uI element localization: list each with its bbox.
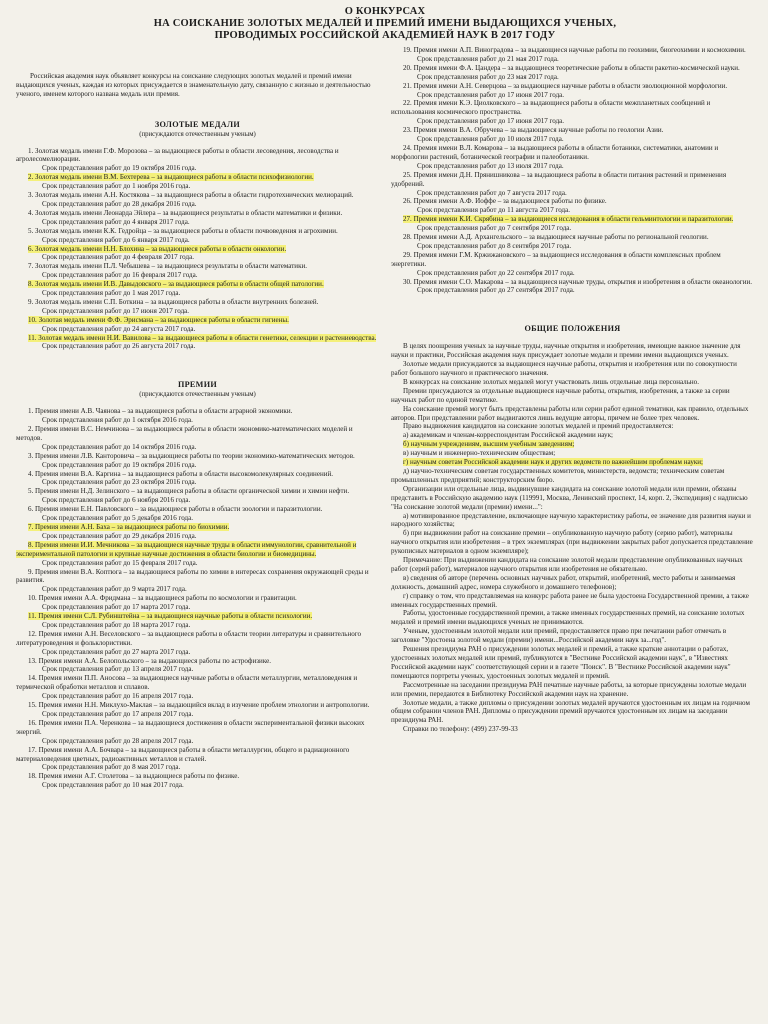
prize-item: 2. Премия имени В.С. Немчинова – за выдающиеся работы в области экономико-математических моделей и методов. bbox=[16, 425, 353, 442]
medals-list bbox=[16, 147, 379, 352]
prize-deadline: Срок представления работ до 22 сентября 2017 года. bbox=[417, 268, 575, 277]
title-line-2: НА СОИСКАНИЕ ЗОЛОТЫХ МЕДАЛЕЙ И ПРЕМИЙ ИМЕНИ ВЫДАЮЩИХСЯ УЧЕНЫХ, bbox=[153, 18, 617, 29]
title-line-3: ПРОВОДИМЫХ РОССИЙСКОЙ АКАДЕМИЕЙ НАУК В 2017 ГОДУ bbox=[214, 30, 556, 41]
general-paragraph: Ученым, удостоенным золотой медали или премий, предоставляется право при печатании работ отмечать в заголовке "Удостоена золотой медали (премии) имени...Российской академии наук за...год". bbox=[391, 627, 727, 645]
prize-item: 22. Премия имени К.Э. Циолковского – за выдающиеся работы в области межпланетных сообщений и использования космического пространства. bbox=[391, 99, 711, 117]
prize-item: 1. Премия имени А.В. Чаянова – за выдающиеся работы в области аграрной экономики. bbox=[28, 407, 293, 416]
prize-deadline: Срок представления работ до 28 апреля 2017 года. bbox=[42, 736, 194, 745]
prize-item: 10. Премия имени А.А. Фридмана – за выдающиеся работы по космологии и гравитации. bbox=[28, 594, 297, 603]
general-paragraph: а) академикам и членам-корреспондентам Российской академии наук; bbox=[403, 431, 613, 440]
general-paragraph: В конкурсах на соискание золотых медалей могут участвовать лишь отдельные лица персонально. bbox=[403, 377, 699, 386]
prize-item: 25. Премия имени Д.Н. Прянишникова – за выдающиеся работы в области питания растений и применения удобрений. bbox=[391, 170, 727, 188]
prize-item bbox=[16, 541, 379, 559]
prize-deadline: Срок представления работ до 16 апреля 2017 года. bbox=[42, 692, 194, 701]
prize-deadline: Срок представления работ до 21 мая 2017 года. bbox=[417, 54, 559, 63]
medal-deadline: Срок представления работ до 16 февраля 2017 года. bbox=[42, 271, 198, 280]
general-paragraph: В целях поощрения ученых за научные труды, научные открытия и изобретения, имеющие важное значение для науки и практики, Российская академия наук присуждает золотые медали и премии имени выдающихся ученых. bbox=[391, 342, 741, 360]
prize-item: 18. Премия имени А.Г. Столетова – за выдающиеся работы по физике. bbox=[28, 772, 240, 781]
prize-item: 24. Премия имени В.Л. Комарова – за выдающиеся работы в области ботаники, систематики, анатомии и морфологии растений, ботанической географии и палеоботаники. bbox=[391, 143, 719, 161]
prize-deadline: Срок представления работ до 29 декабря 2016 года. bbox=[42, 531, 197, 540]
highlighted-text: б) научным учреждениям, высшим учебным заведениям; bbox=[403, 440, 575, 449]
prize-deadline: Срок представления работ до 11 августа 2017 года. bbox=[417, 206, 571, 215]
prize-deadline: Срок представления работ до 18 марта 2017 года. bbox=[42, 620, 191, 629]
prize-deadline: Срок представления работ до 13 апреля 2017 года. bbox=[42, 665, 194, 674]
prize-deadline: Срок представления работ до 13 июля 2017 года. bbox=[417, 161, 564, 170]
prize-deadline: Срок представления работ до 17 июня 2017 года. bbox=[417, 90, 565, 99]
prize-item: 6. Премия имени Е.Н. Павловского – за выдающиеся работы в области зоологии и паразитологии. bbox=[28, 505, 323, 514]
prize-deadline: Срок представления работ до 9 марта 2017 года. bbox=[42, 585, 187, 594]
medals-subheading: (присуждаются отечественным ученым) bbox=[139, 130, 256, 138]
medal-deadline: Срок представления работ до 26 августа 2017 года. bbox=[42, 342, 196, 351]
highlighted-text: 27. Премия имени К.И. Скрябина – за выдающиеся исследования в области гельминтологии и паразитологии. bbox=[403, 215, 734, 224]
highlighted-text: 8. Премия имени И.И. Мечникова – за выдающиеся научные труды в области иммунологии, сравнительной и экспериментальной патологии и крупные научные достижения в области биологии и биомедицины. bbox=[16, 540, 357, 558]
medal-deadline: Срок представления работ до 1 ноября 2016 года. bbox=[42, 182, 191, 191]
prize-deadline: Срок представления работ до 17 марта 2017 года. bbox=[42, 603, 191, 612]
medal-deadline: Срок представления работ до 6 января 2017 года. bbox=[42, 235, 190, 244]
contact-phone: Справки по телефону: (499) 237-99-33 bbox=[403, 725, 518, 734]
general-paragraph: г) справку о том, что представляемая на конкурс работа ранее не была удостоена Государственной премии, а также именных государственных премий. bbox=[391, 591, 749, 609]
prize-item bbox=[16, 612, 379, 621]
prizes-subheading: (присуждаются отечественным ученым) bbox=[139, 391, 256, 399]
medal-deadline: Срок представления работ до 1 мая 2017 года. bbox=[42, 289, 181, 298]
right-column bbox=[391, 46, 754, 790]
highlighted-text: г) научным советам Российской академии наук и других ведомств по важнейшим проблемам науки; bbox=[403, 458, 703, 467]
general-paragraph: д) научно-техническим советам государственных комитетов, министерств, ведомств; техническим советам промышленных предприятий; конструкторским бюро. bbox=[391, 466, 725, 484]
general-paragraph: Право выдвижения кандидатов на соискание золотых медалей и премий предоставляется: bbox=[403, 422, 674, 431]
general-paragraph: Золотые медали, а также дипломы о присуждении золотых медалей вручаются удостоенным их лицам на годичном общем собрании членов РАН. Дипломы о присуждении премий вручаются удостоенным их лицам на заседании президиума РАН. bbox=[391, 698, 750, 725]
prize-item bbox=[391, 215, 754, 224]
general-paragraph: Рассмотренные на заседании президиума РАН печатные научные работы, за которые присуждены золотые медали или премии, передаются в Библиотеку Российской академии наук на хранение. bbox=[391, 680, 747, 698]
prize-item: 19. Премия имени А.П. Виноградова – за выдающиеся научные работы по геохимии, биогеохимии и космохимии. bbox=[403, 46, 746, 54]
prize-deadline: Срок представления работ до 27 марта 2017 года. bbox=[42, 647, 191, 656]
general-paragraph bbox=[391, 458, 754, 467]
prize-item: 3. Премия имени Л.В. Канторовича – за выдающиеся работы по теории экономико-математических методов. bbox=[28, 451, 355, 460]
medal-item bbox=[16, 280, 379, 289]
prize-item: 17. Премия имени А.А. Бочвара – за выдающиеся работы в области металлургии, общего и радиационного материаловедения цветных, радиоактивных металлов и сталей. bbox=[16, 745, 350, 763]
highlighted-text: 6. Золотая медаль имени Н.Н. Блохина – за выдающиеся работы в области онкологии. bbox=[28, 244, 287, 253]
prize-deadline: Срок представления работ до 6 ноября 2016 года. bbox=[42, 496, 191, 505]
columns bbox=[16, 46, 754, 790]
general-paragraph: Работы, удостоенные государственной премии, а также именных государственных премий, на соискание золотых медалей и премий имени выдающихся ученых не принимаются. bbox=[391, 609, 745, 627]
prizes-list bbox=[16, 407, 379, 790]
medal-item bbox=[16, 245, 379, 254]
intro-paragraph: Российская академия наук объявляет конкурсы на соискание следующих золотых медалей и премий имени выдающихся ученых, каждая из которых присуждается в знаменательную дату, связанную с жизнью и деятельностью ученого, именем которого названа медаль или премия. bbox=[16, 72, 371, 98]
general-paragraph: б) при выдвижении работ на соискание премии – опубликованную научную работу (серию работ), материалы научного открытия или изобретения – в трех экземплярах (при выдвижении закрытых работ допускается представление рукописных материалов в одном экземпляре); bbox=[391, 529, 753, 556]
general-paragraph: в) сведения об авторе (перечень основных научных работ, открытий, изобретений, место работы и занимаемая должность, домашний адрес, номера служебного и домашнего телефонов); bbox=[391, 573, 736, 591]
medal-deadline: Срок представления работ до 4 февраля 2017 года. bbox=[42, 253, 194, 262]
prize-item: 20. Премия имени Ф.А. Цандера – за выдающиеся теоретические работы в области ракетно-космической науки. bbox=[403, 63, 740, 72]
prize-deadline: Срок представления работ до 17 июня 2017 года. bbox=[417, 117, 565, 126]
prize-deadline: Срок представления работ до 19 октября 2016 года. bbox=[42, 460, 197, 469]
medal-item: 3. Золотая медаль имени А.Н. Костякова – за выдающиеся работы в области гидротехнических мелиораций. bbox=[28, 191, 354, 200]
general-heading: ОБЩИЕ ПОЛОЖЕНИЯ bbox=[524, 324, 621, 334]
document-title bbox=[16, 6, 754, 42]
prize-item: 14. Премия имени П.П. Аносова – за выдающиеся научные работы в области металлургии, металловедения и термической обработки металлов и сплавов. bbox=[16, 674, 358, 692]
prize-item: 21. Премия имени А.Н. Северцова – за выдающиеся научные работы в области эволюционной морфологии. bbox=[403, 81, 728, 90]
general-paragraph: Решения президиума РАН о присуждении золотых медалей и премий, а также краткие аннотации о работах, удостоенных золотых медалей или премий, публикуются в "Вестнике Российской академии наук", в "Известиях Российской академии наук" соответствующей серии и в газете "Поиск". В "Вестнике Российской академии наук" помещаются портреты ученых, удостоенных золотых медалей и премий. bbox=[391, 645, 731, 680]
medal-deadline: Срок представления работ до 24 августа 2017 года. bbox=[42, 324, 196, 333]
highlighted-text: 10. Золотая медаль имени Ф.Ф. Эрисмана – за выдающиеся работы в области гигиены. bbox=[28, 315, 289, 324]
general-paragraph: На соискание премий могут быть представлены работы или серии работ единой тематики, как правило, отдельных авторов. При представлении работ выдвигаются лишь ведущие авторы, причем не более трех человек. bbox=[391, 404, 749, 422]
prize-deadline: Срок представления работ до 14 октября 2016 года. bbox=[42, 442, 197, 451]
prize-deadline: Срок представления работ до 7 сентября 2017 года. bbox=[417, 224, 572, 233]
prize-item: 9. Премия имени В.А. Коптюга – за выдающиеся работы по химии в интересах сохранения окружающей среды и развития. bbox=[16, 567, 369, 585]
prize-deadline: Срок представления работ до 8 сентября 2017 года. bbox=[417, 241, 572, 250]
medal-item: 9. Золотая медаль имени С.П. Боткина – за выдающиеся работы в области внутренних болезней. bbox=[28, 297, 319, 306]
prize-deadline: Срок представления работ до 23 октября 2016 года. bbox=[42, 478, 197, 487]
general-paragraph: Примечание: При выдвижении кандидата на соискание золотой медали представление опубликованных научных работ (серий работ), материалов научного открытия или изобретения не обязательно. bbox=[391, 556, 743, 573]
medal-item bbox=[16, 173, 379, 182]
medal-item: 1. Золотая медаль имени Г.Ф. Морозова – за выдающиеся работы в области лесоведения, лесоводства и агролесомелиорации. bbox=[16, 146, 339, 164]
prize-deadline: Срок представления работ до 8 мая 2017 года. bbox=[42, 763, 181, 772]
left-column bbox=[16, 46, 379, 790]
prize-item: 23. Премия имени В.А. Обручева – за выдающиеся научные работы по геологии Азии. bbox=[403, 126, 664, 135]
prize-item: 15. Премия имени Н.Н. Миклухо-Маклая – за выдающийся вклад в изучение проблем этнологии и антропологии. bbox=[28, 701, 370, 710]
prize-item: 30. Премия имени С.О. Макарова – за выдающиеся научные труды, открытия и изобретения в области океанологии. bbox=[403, 277, 753, 286]
prize-item: 26. Премия имени А.Ф. Иоффе – за выдающиеся работы по физике. bbox=[403, 197, 607, 206]
medal-item bbox=[16, 334, 379, 343]
general-paragraph: в) научным и инженерно-техническим обществам; bbox=[403, 449, 556, 458]
medal-item: 5. Золотая медаль имени К.К. Гедройца – за выдающиеся работы в области почвоведения и агрохимии. bbox=[28, 226, 338, 235]
prizes-continued-list bbox=[391, 46, 754, 295]
medals-heading: ЗОЛОТЫЕ МЕДАЛИ bbox=[154, 119, 241, 129]
highlighted-text: 8. Золотая медаль имени И.В. Давыдовского – за выдающиеся работы в области общей патологии. bbox=[28, 280, 324, 289]
prize-deadline: Срок представления работ до 1 октября 2016 года. bbox=[42, 416, 193, 425]
highlighted-text: 2. Золотая медаль имени В.М. Бехтерева – за выдающиеся работы в области психофизиологии. bbox=[28, 173, 314, 182]
general-paragraph: Золотые медали присуждаются за выдающиеся научные работы, открытия и изобретения или по совокупности работ большого научного и практического значения. bbox=[391, 360, 737, 377]
highlighted-text: 11. Золотая медаль имени Н.И. Вавилова – за выдающиеся работы в области генетики, селекции и растениеводства. bbox=[28, 333, 377, 342]
prize-deadline: Срок представления работ до 10 мая 2017 года. bbox=[42, 781, 184, 790]
prize-item bbox=[16, 523, 379, 532]
general-paragraph: а) мотивированное представление, включающее научную характеристику работы, ее значение для развития науки и народного хозяйства; bbox=[391, 511, 751, 529]
prize-deadline: Срок представления работ до 7 августа 2017 года. bbox=[417, 188, 567, 197]
general-paragraph: Организации или отдельные лица, выдвинувшие кандидата на соискание золотой медали или премии, обязаны представить в Российскую академию наук (119991, Москва, Ленинский проспект, 14, корп. 2, Экспедиция) с надписью "На соискание золотой медали (премии) имени...": bbox=[391, 484, 748, 511]
highlighted-text: 11. Премия имени С.Л. Рубинштейна – за выдающиеся научные работы в области психологии. bbox=[28, 612, 313, 621]
prize-item: 16. Премия имени П.А. Черенкова – за выдающиеся достижения в области экспериментальной физики высоких энергий. bbox=[16, 718, 365, 736]
prize-deadline: Срок представления работ до 27 сентября 2017 года. bbox=[417, 286, 575, 295]
prize-item: 12. Премия имени А.Н. Веселовского – за выдающиеся работы в области теории литературы и сравнительного литературоведения и фольклористики. bbox=[16, 629, 362, 647]
prize-deadline: Срок представления работ до 23 мая 2017 года. bbox=[417, 72, 559, 81]
prize-item: 28. Премия имени А.Д. Архангельского – за выдающиеся научные работы по региональной геологии. bbox=[403, 233, 709, 242]
prize-deadline: Срок представления работ до 10 июля 2017 года. bbox=[417, 135, 564, 144]
medal-deadline: Срок представления работ до 17 июня 2017 года. bbox=[42, 306, 190, 315]
prize-deadline: Срок представления работ до 5 декабря 2016 года. bbox=[42, 514, 193, 523]
general-provisions bbox=[391, 342, 754, 734]
prize-item: 29. Премия имени Г.М. Кржижановского – за выдающиеся исследования в области комплексных проблем энергетики. bbox=[391, 250, 721, 268]
medal-deadline: Срок представления работ до 19 октября 2016 года. bbox=[42, 164, 197, 173]
medal-item: 4. Золотая медаль имени Леонарда Эйлера – за выдающиеся результаты в области математики и физики. bbox=[28, 208, 343, 217]
prize-deadline: Срок представления работ до 17 апреля 2017 года. bbox=[42, 710, 194, 718]
medal-deadline: Срок представления работ до 28 декабря 2016 года. bbox=[42, 199, 197, 208]
general-paragraph bbox=[391, 440, 754, 449]
title-line-1: О КОНКУРСАХ bbox=[344, 6, 426, 17]
prize-item: 4. Премия имени В.А. Каргина – за выдающиеся работы в области высокомолекулярных соединений. bbox=[28, 469, 334, 478]
prizes-heading: ПРЕМИИ bbox=[177, 380, 218, 390]
medal-item bbox=[16, 316, 379, 325]
medal-item: 7. Золотая медаль имени П.Л. Чебышева – за выдающиеся результаты в области математики. bbox=[28, 262, 308, 271]
prize-item: 13. Премия имени А.А. Белопольского – за выдающиеся работы по астрофизике. bbox=[28, 656, 271, 665]
prize-item: 5. Премия имени Н.Д. Зелинского – за выдающиеся работы в области органической химии и химии нефти. bbox=[28, 487, 350, 496]
medal-deadline: Срок представления работ до 4 января 2017 года. bbox=[42, 217, 190, 226]
general-paragraph: Премии присуждаются за отдельные выдающиеся научные работы, открытия, изобретения, а также за серии научных работ по единой тематике. bbox=[391, 386, 730, 404]
prize-deadline: Срок представления работ до 15 февраля 2017 года. bbox=[42, 558, 198, 567]
highlighted-text: 7. Премия имени А.Н. Баха – за выдающиеся работы по биохимии. bbox=[28, 522, 230, 531]
